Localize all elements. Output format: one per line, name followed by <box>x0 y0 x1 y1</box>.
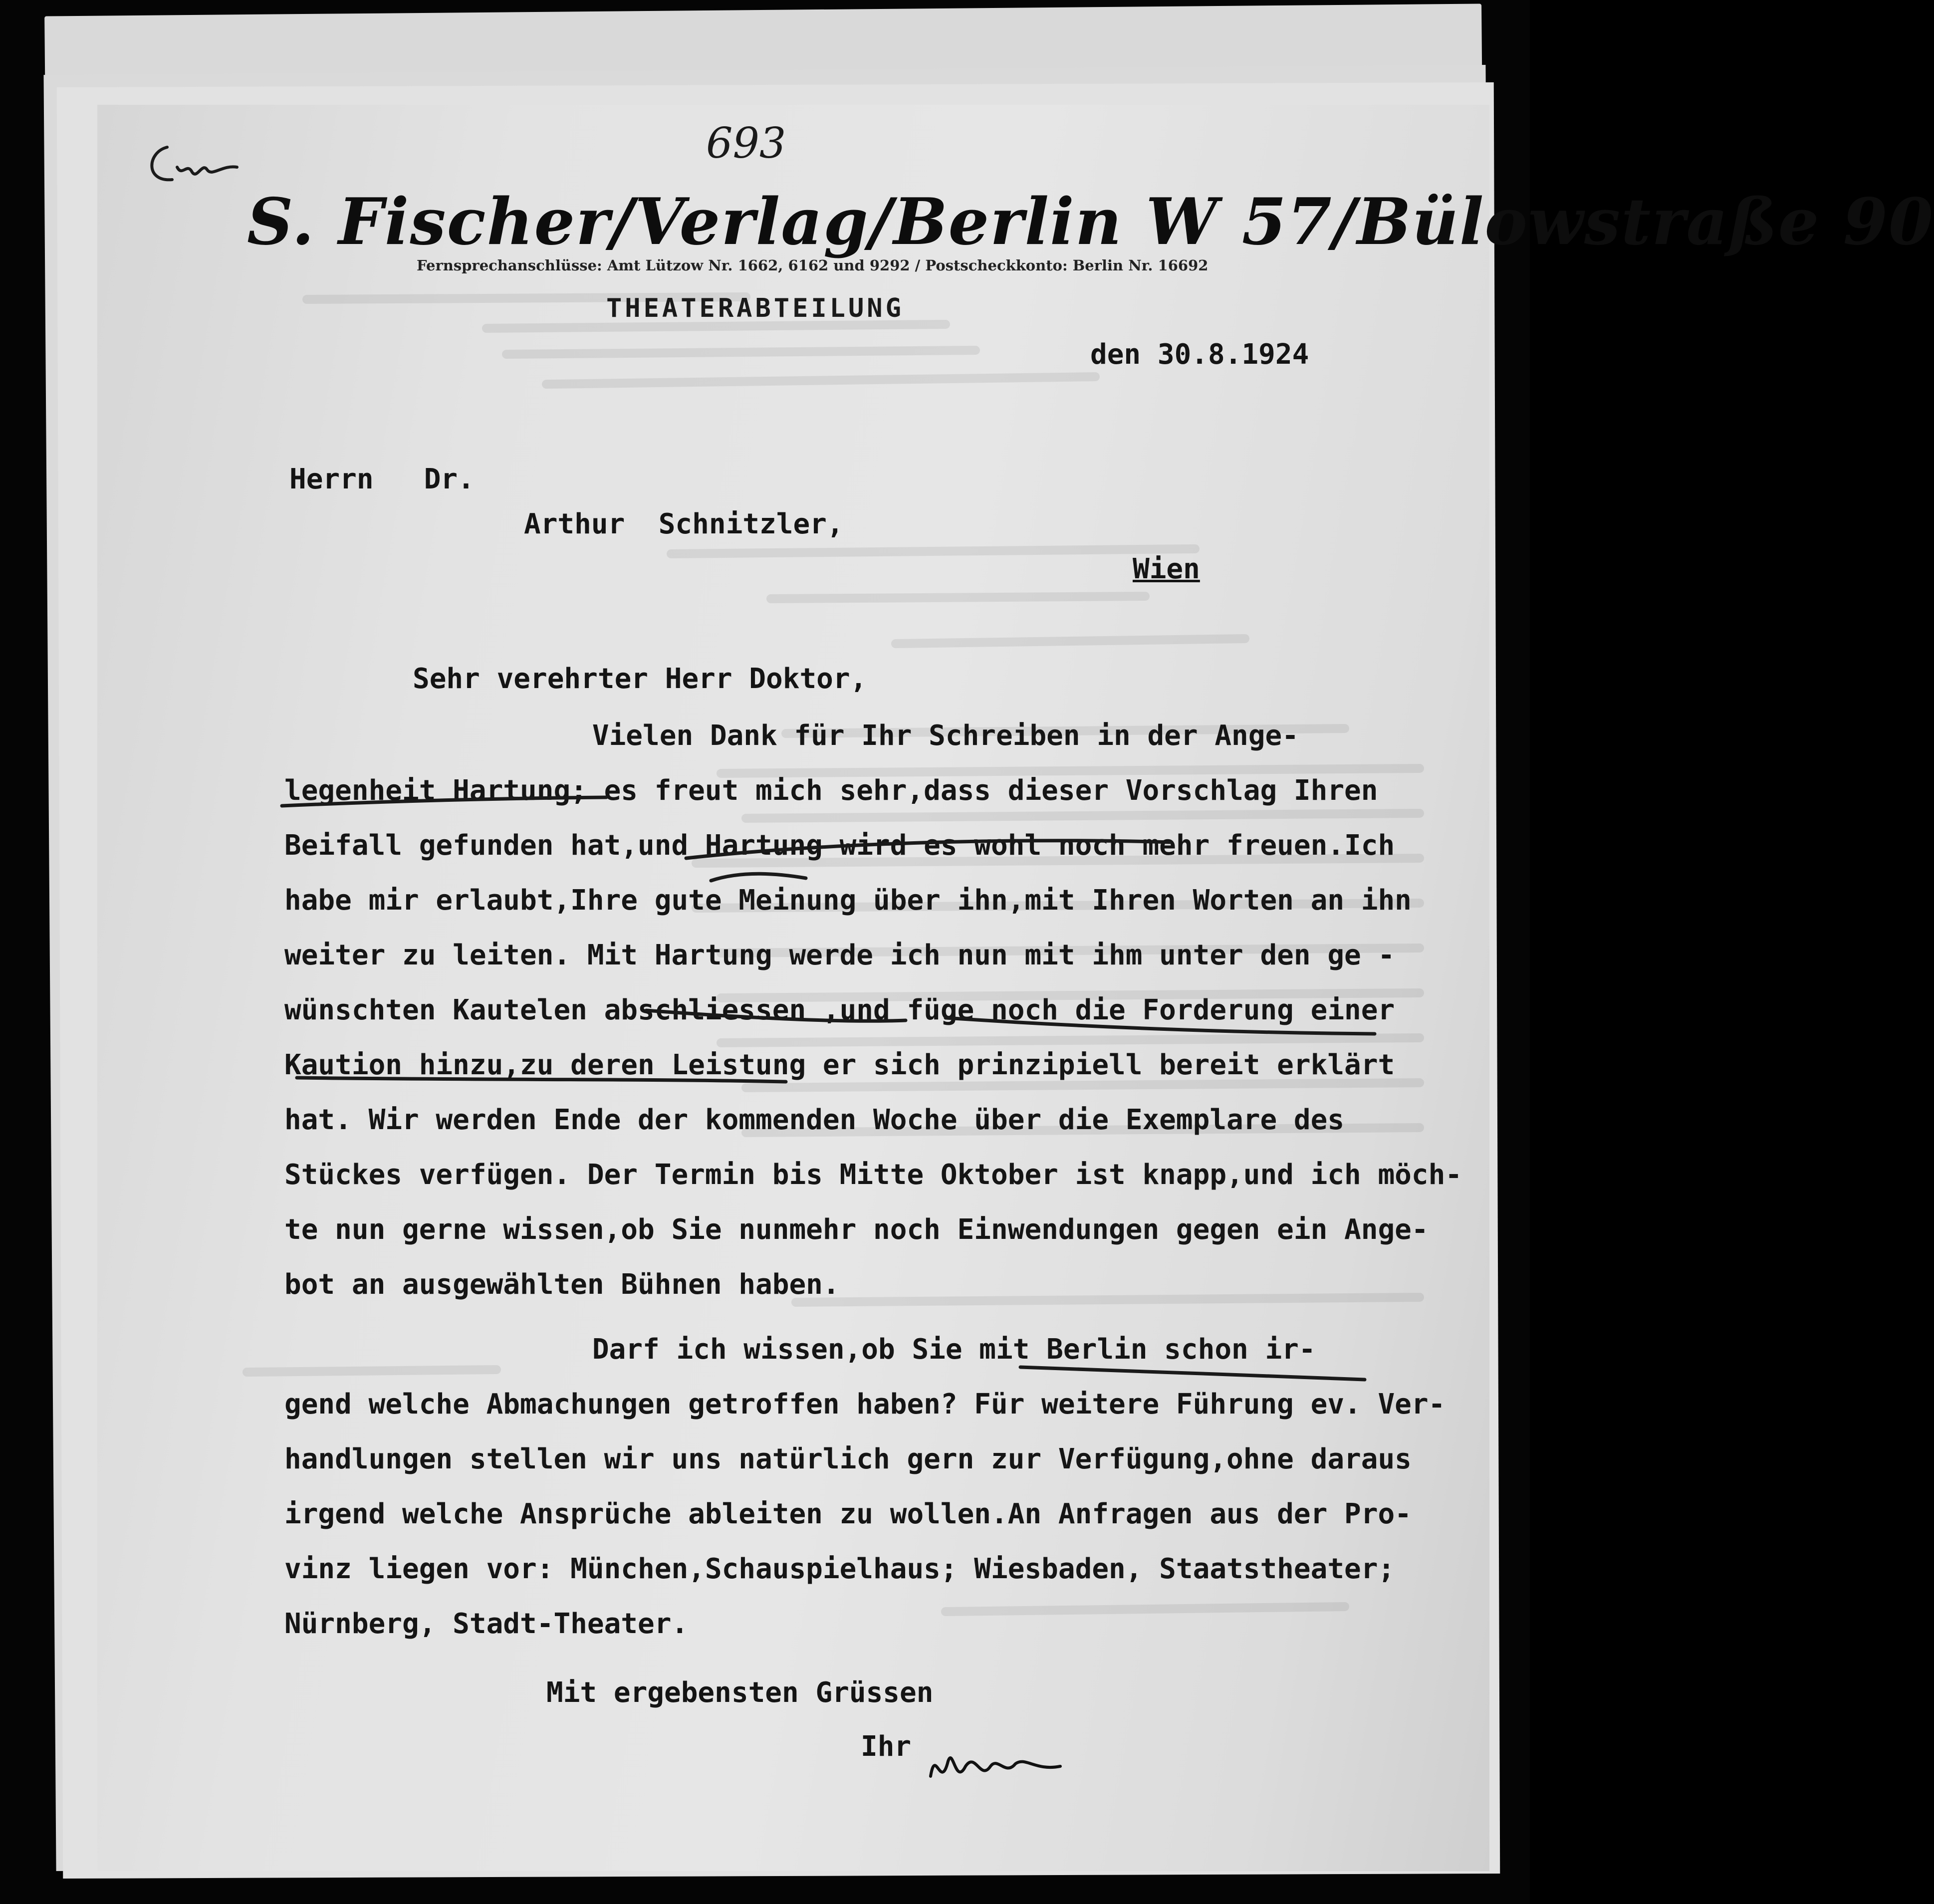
body-line: hat. Wir werden Ende der kommenden Woche über die Exemplare des <box>284 1104 1345 1136</box>
body-line: Stückes verfügen. Der Termin bis Mitte Oktober ist knapp,und ich möch- <box>284 1159 1462 1191</box>
body-line: bot an ausgewählten Bühnen haben. <box>284 1268 840 1301</box>
body-line: Darf ich wissen,ob Sie mit Berlin schon ir- <box>289 1333 1316 1366</box>
letterhead-publisher: S. Fischer/Verlag/Berlin W 57/Bülowstraße 90 <box>247 185 1934 259</box>
body-line: te nun gerne wissen,ob Sie nunmehr noch Einwendungen gegen ein Ange- <box>284 1213 1429 1246</box>
letter-date: den 30.8.1924 <box>1090 338 1309 371</box>
body-line: legenheit Hartung; es freut mich sehr,dass dieser Vorschlag Ihren <box>284 774 1378 807</box>
department-heading: THEATERABTEILUNG <box>606 293 904 323</box>
body-line: Kaution hinzu,zu deren Leistung er sich prinzipiell bereit erklärt <box>284 1049 1395 1081</box>
letter-page <box>97 105 1934 1871</box>
handwritten-signature <box>921 1736 1070 1796</box>
closing-ihr: Ihr <box>861 1730 912 1763</box>
body-line: handlungen stellen wir uns natürlich gern zur Verfügung,ohne daraus <box>284 1443 1412 1475</box>
body-line: gend welche Abmachungen getroffen haben? Für weitere Führung ev. Ver- <box>284 1388 1446 1421</box>
body-line: habe mir erlaubt,Ihre gute Meinung über ihn,mit Ihren Worten an ihn <box>284 884 1412 917</box>
body-line: weiter zu leiten. Mit Hartung werde ich nun mit ihm unter den ge - <box>284 939 1395 971</box>
body-line: Nürnberg, Stadt-Theater. <box>284 1608 689 1640</box>
archive-number: 693 <box>706 119 786 168</box>
greeting: Sehr verehrter Herr Doktor, <box>413 663 867 695</box>
body-line: vinz liegen vor: München,Schauspielhaus; Wiesbaden, Staatstheater; <box>284 1553 1395 1585</box>
handwritten-initials-mark <box>137 132 257 192</box>
recipient-name: Arthur Schnitzler, <box>524 508 844 540</box>
body-line: wünschten Kautelen abschliessen ,und füge noch die Forderung einer <box>284 994 1395 1026</box>
body-line: irgend welche Ansprüche ableiten zu wollen.An Anfragen aus der Pro- <box>284 1498 1412 1530</box>
recipient-title: Herrn Dr. <box>289 463 475 495</box>
letterhead-contact: Fernsprechanschlüsse: Amt Lützow Nr. 1662, 6162 und 9292 / Postscheckkonto: Berlin Nr. 16692 <box>417 257 1209 274</box>
body-line: Beifall gefunden hat,und Hartung wird es wohl noch mehr freuen.Ich <box>284 829 1395 862</box>
recipient-city: Wien <box>1133 553 1200 585</box>
body-line: Vielen Dank für Ihr Schreiben in der Ange- <box>289 719 1299 752</box>
closing: Mit ergebensten Grüssen <box>546 1676 934 1709</box>
